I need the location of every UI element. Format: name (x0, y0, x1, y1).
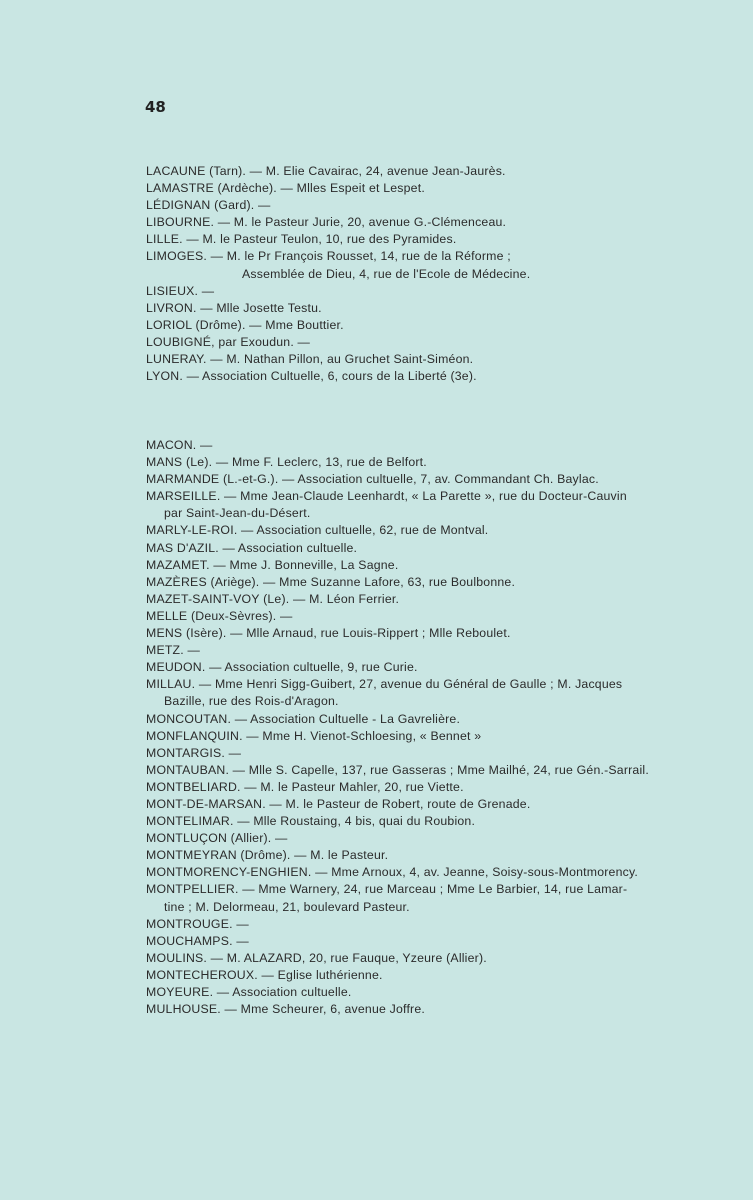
entry-text: MOYEURE. — Association cultuelle. (146, 985, 352, 999)
entry-text: LILLE. — M. le Pasteur Teulon, 10, rue des Pyramides. (146, 232, 457, 247)
entry-text: LYON. — Association Cultuelle, 6, cours de la Liberté (3e). (146, 369, 477, 384)
directory-entry (146, 540, 676, 557)
entry-text: MONTMEYRAN (Drôme). — M. le Pasteur. (146, 848, 389, 863)
entry-text: LAMASTRE (Ardèche). — Mlles Espeit et Lespet. (146, 181, 425, 196)
entry-text: MONTARGIS. — (146, 745, 242, 760)
directory-entry (146, 180, 676, 197)
entry-text: LIMOGES. — M. le Pr François Rousset, 14, rue de la Réforme ; (146, 249, 511, 264)
directory-entry (146, 950, 676, 967)
entry-text: LOUBIGNÉ, par Exoudun. — (146, 334, 311, 349)
directory-entry (146, 471, 676, 488)
entry-text: MANS (Le). — Mme F. Leclerc, 13, rue de Belfort. (146, 455, 427, 470)
directory-entry (146, 608, 676, 625)
directory-entry (146, 214, 676, 231)
entry-text: LUNERAY. — M. Nathan Pillon, au Gruchet Saint-Siméon. (146, 352, 474, 367)
directory-entry (146, 1001, 676, 1018)
directory-entry (146, 642, 676, 659)
entry-text: LORIOL (Drôme). — Mme Bouttier. (146, 317, 344, 332)
directory-entry (146, 711, 676, 728)
entry-text: MULHOUSE. — Mme Scheurer, 6, avenue Joffre. (146, 1002, 426, 1017)
directory-entry (146, 830, 676, 847)
entry-text: MEUDON. — Association cultuelle, 9, rue Curie. (146, 660, 418, 675)
entry-text: MAZAMET. — Mme J. Bonneville, La Sagne. (146, 557, 399, 572)
directory-entry (146, 881, 676, 915)
directory-section-m (146, 437, 676, 1018)
entry-text: MILLAU. — Mme Henri Sigg-Guibert, 27, avenue du Général de Gaulle ; M. Jacques (146, 677, 623, 692)
entry-text: MONTMORENCY-ENGHIEN. — Mme Arnoux, 4, av. Jeanne, Soisy-sous-Montmorency. (146, 865, 639, 880)
entry-text: MARLY-LE-ROI. — Association cultuelle, 62, rue de Montval. (146, 523, 489, 538)
directory-entry (146, 864, 676, 881)
entry-text: LÉDIGNAN (Gard). — (146, 198, 271, 213)
directory-entry (146, 231, 676, 248)
entry-continuation: par Saint-Jean-du-Désert. (164, 506, 311, 521)
entry-text: MONFLANQUIN. — Mme H. Vienot-Schloesing, « Bennet » (146, 728, 482, 743)
entry-text: MENS (Isère). — Mlle Arnaud, rue Louis-Rippert ; Mlle Reboulet. (146, 626, 511, 641)
entry-text: MAS D'AZIL. — Association cultuelle. (146, 540, 358, 555)
entry-text: MAZET-SAINT-VOY (Le). — M. Léon Ferrier. (146, 591, 400, 606)
entry-continuation: Bazille, rue des Rois-d'Aragon. (164, 694, 339, 709)
directory-section-l (146, 163, 676, 385)
entry-text: MARMANDE (L.-et-G.). — Association cultuelle, 7, av. Commandant Ch. Baylac. (146, 472, 599, 487)
directory-entry (146, 779, 676, 796)
entry-text: MONTBELIARD. — M. le Pasteur Mahler, 20, rue Viette. (146, 779, 464, 794)
directory-entry (146, 745, 676, 762)
entry-text: LACAUNE (Tarn). — M. Elie Cavairac, 24, avenue Jean-Jaurès. (146, 164, 506, 178)
entry-text: MONTAUBAN. — Mlle S. Capelle, 137, rue Gasseras ; Mme Mailhé, 24, rue Gén.-Sarrail. (146, 762, 649, 777)
entry-text: MONTPELLIER. — Mme Warnery, 24, rue Marceau ; Mme Le Barbier, 14, rue Lamar- (146, 882, 628, 897)
directory-entry (146, 676, 676, 710)
entry-text: MELLE (Deux-Sèvres). — (146, 608, 293, 623)
directory-entry (146, 659, 676, 676)
directory-entry (146, 300, 676, 317)
entry-text: MACON. — (146, 438, 213, 452)
directory-entry (146, 847, 676, 864)
directory-entry (146, 984, 676, 1001)
directory-entry (146, 728, 676, 745)
directory-entry (146, 488, 676, 522)
directory-entry (146, 454, 676, 471)
page-number: 48 (145, 98, 166, 116)
directory-entry (146, 437, 676, 454)
entry-text: MONTLUÇON (Allier). — (146, 831, 288, 846)
entry-text: MONTELIMAR. — Mlle Roustaing, 4 bis, quai du Roubion. (146, 814, 476, 829)
entry-text: MONT-DE-MARSAN. — M. le Pasteur de Robert, route de Grenade. (146, 796, 531, 811)
directory-entry (146, 796, 676, 813)
directory-entry (146, 163, 676, 180)
entry-continuation: Assemblée de Dieu, 4, rue de l'Ecole de Médecine. (242, 266, 531, 281)
directory-entry (146, 368, 676, 385)
directory-entry (146, 197, 676, 214)
entry-text: MONTECHEROUX. — Eglise luthérienne. (146, 967, 383, 982)
entry-text: LIBOURNE. — M. le Pasteur Jurie, 20, avenue G.-Clémenceau. (146, 215, 507, 230)
entry-text: MONCOUTAN. — Association Cultuelle - La Gavrelière. (146, 711, 461, 726)
directory-entry (146, 591, 676, 608)
directory-entry (146, 933, 676, 950)
entry-text: MARSEILLE. — Mme Jean-Claude Leenhardt, « La Parette », rue du Docteur-Cauvin (146, 489, 627, 504)
directory-entry (146, 522, 676, 539)
entry-text: MONTROUGE. — (146, 916, 249, 931)
directory-entry (146, 574, 676, 591)
entry-text: MAZÈRES (Ariège). — Mme Suzanne Lafore, 63, rue Boulbonne. (146, 574, 516, 589)
directory-entry (146, 557, 676, 574)
directory-entry (146, 967, 676, 984)
directory-entry (146, 248, 676, 282)
entry-text: METZ. — (146, 643, 200, 658)
entry-text: LISIEUX. — (146, 283, 215, 298)
entry-text: MOUCHAMPS. — (146, 933, 249, 948)
directory-entry (146, 625, 676, 642)
directory-entry (146, 351, 676, 368)
directory-entry (146, 334, 676, 351)
directory-entry (146, 916, 676, 933)
entry-text: MOULINS. — M. ALAZARD, 20, rue Fauque, Yzeure (Allier). (146, 950, 487, 965)
directory-entry (146, 283, 676, 300)
directory-entry (146, 317, 676, 334)
directory-entry (146, 762, 676, 779)
entry-text: LIVRON. — Mlle Josette Testu. (146, 300, 322, 315)
entry-continuation: tine ; M. Delormeau, 21, boulevard Pasteur. (164, 899, 410, 914)
directory-entry (146, 813, 676, 830)
